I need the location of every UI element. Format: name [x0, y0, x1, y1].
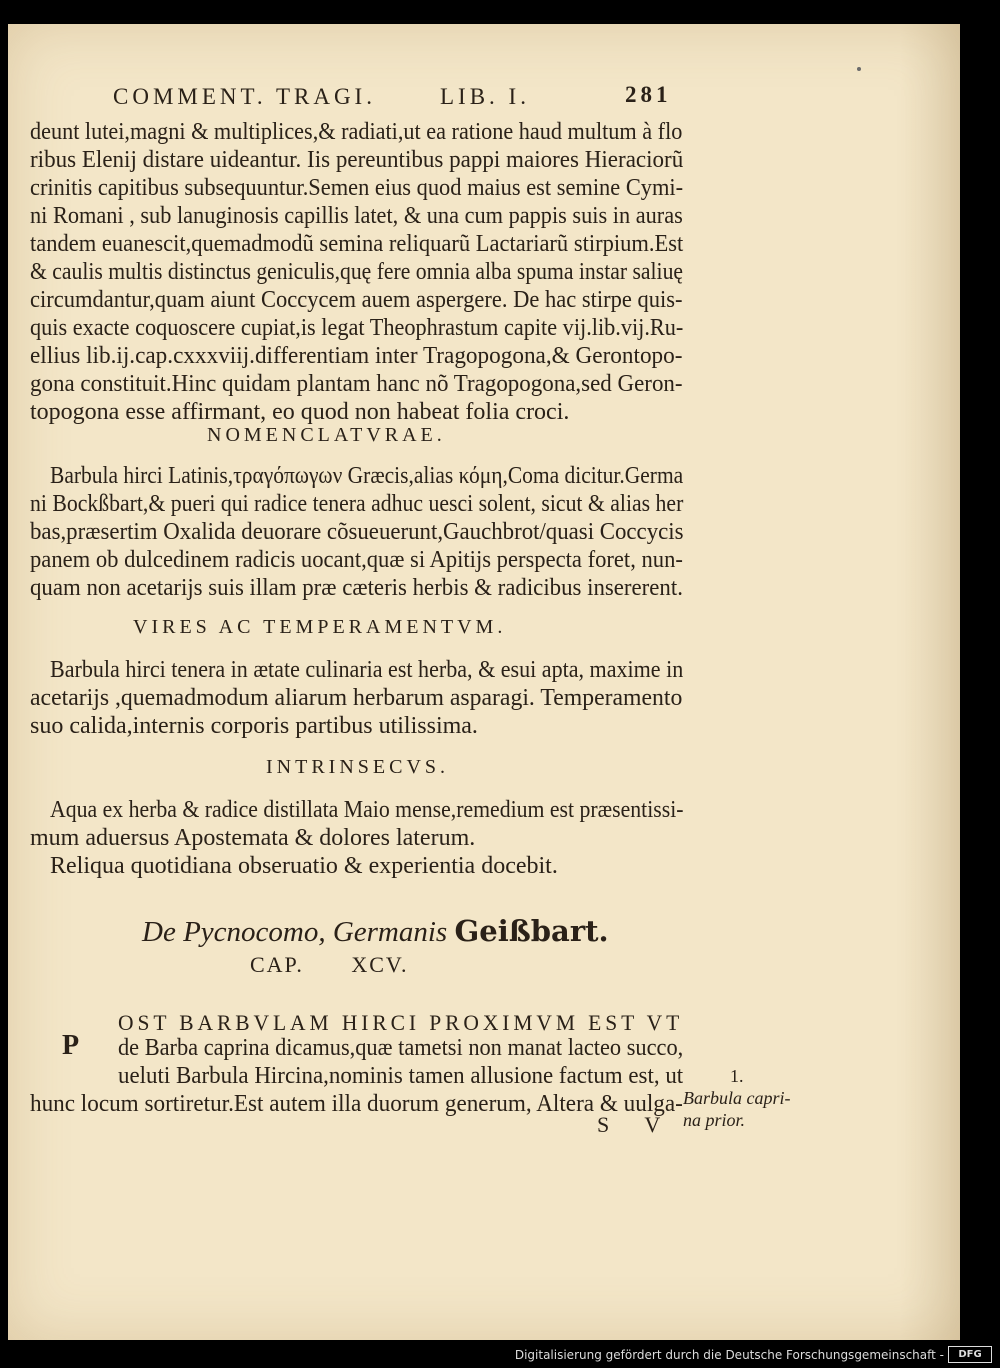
text-line: topogona esse affirmant, eo quod non habeat folia croci. — [30, 399, 570, 425]
chapter-title-italic: De Pycnocomo, Germanis — [142, 916, 448, 948]
text-line: Barbula hirci Latinis,τραγόπωγων Græcis,alias κόμη,Coma dicitur.Germa — [50, 463, 684, 489]
text-line: bas,præsertim Oxalida deuorare cõsueuerunt,Gauchbrot/quasi Coccycis — [30, 519, 684, 545]
text-line: suo calida,internis corporis partibus utilissima. — [30, 713, 478, 739]
margin-note-line: na prior. — [683, 1110, 746, 1130]
running-header-left: COMMENT. TRAGI. — [113, 84, 376, 109]
footer-bar — [0, 1340, 1000, 1368]
chapter-title — [142, 914, 609, 949]
text-line: Reliqua quotidiana obseruatio & experientia docebit. — [50, 853, 558, 879]
text-line: panem ob dulcedinem radicis uocant,quæ si Apitijs perspecta foret, nun- — [30, 547, 683, 573]
text-line: mum aduersus Apostemata & dolores laterum. — [30, 825, 476, 851]
text-line: ueluti Barbula Hircina,nominis tamen allusione factum est, ut — [118, 1063, 684, 1089]
dfg-logo-icon: DFG — [948, 1346, 992, 1363]
text-line: ellius lib.ij.cap.cxxxviij.differentiam inter Tragopogona,& Gerontopo- — [30, 343, 683, 369]
text-line: & caulis multis distinctus geniculis,quę fere omnia alba spuma instar saliuę — [30, 259, 684, 285]
text-line: ribus Elenij distare uideantur. Iis pereuntibus pappi maiores Hieraciorũ — [30, 147, 684, 173]
footer-credit: Digitalisierung gefördert durch die Deutsche Forschungsgemeinschaft - — [514, 1348, 944, 1362]
text-line: hunc locum sortiretur.Est autem illa duorum generum, Altera & uulga- — [30, 1091, 683, 1117]
page-number: 281 — [625, 82, 672, 107]
text-line: tandem euanescit,quemadmodũ semina reliquarũ Lactariarũ stirpium.Est — [30, 231, 684, 257]
margin-note-number: 1. — [730, 1066, 744, 1086]
text-line: acetarijs ,quemadmodum aliarum herbarum asparagi. Temperamento — [30, 685, 683, 711]
text-line: ni Bockßbart,& pueri qui radice tenera adhuc uesci solent, sicut & alias her — [30, 491, 684, 517]
chapter-title-blackletter: Geißbart. — [454, 914, 609, 948]
chapter-number: CAP. XCV. — [250, 952, 409, 977]
section-heading: NOMENCLATVRAE. — [207, 424, 446, 446]
text-line: deunt lutei,magni & multiplices,& radiati,ut ea ratione haud multum à flo — [30, 119, 683, 145]
text-line: gona constituit.Hinc quidam plantam hanc nõ Tragopogona,sed Geron- — [30, 371, 683, 397]
section-heading: VIRES AC TEMPERAMENTVM. — [133, 616, 507, 638]
text-line: ni Romani , sub lanuginosis capillis latet, & una cum pappis suis in auras — [30, 203, 683, 229]
margin-note-line: Barbula capri- — [683, 1088, 791, 1108]
section-heading: INTRINSECVS. — [266, 756, 450, 778]
drop-cap: P — [62, 1030, 80, 1061]
speck — [857, 67, 861, 71]
running-header-center: LIB. I. — [440, 84, 530, 109]
text-line: quam non acetarijs suis illam præ cæteris herbis & radicibus insererent. — [30, 575, 683, 601]
text-line: de Barba caprina dicamus,quæ tametsi non manat lacteo succo, — [118, 1035, 684, 1061]
text-line: crinitis capitibus subsequuntur.Semen eius quod maius est semine Cymi- — [30, 175, 684, 201]
catchword: S V — [597, 1112, 664, 1137]
text-line: Barbula hirci tenera in ætate culinaria est herba, & esui apta, maxime in — [50, 657, 684, 683]
text-line: circumdantur,quam aiunt Coccycem auem aspergere. De hac stirpe quis- — [30, 287, 683, 313]
caps-line: OST BARBVLAM HIRCI PROXIMVM EST VT — [118, 1010, 684, 1035]
text-line: Aqua ex herba & radice distillata Maio mense,remedium est præsentissi- — [50, 797, 684, 823]
text-line: quis exacte coquoscere cupiat,is legat Theophrastum capite vij.lib.vij.Ru- — [30, 315, 684, 341]
